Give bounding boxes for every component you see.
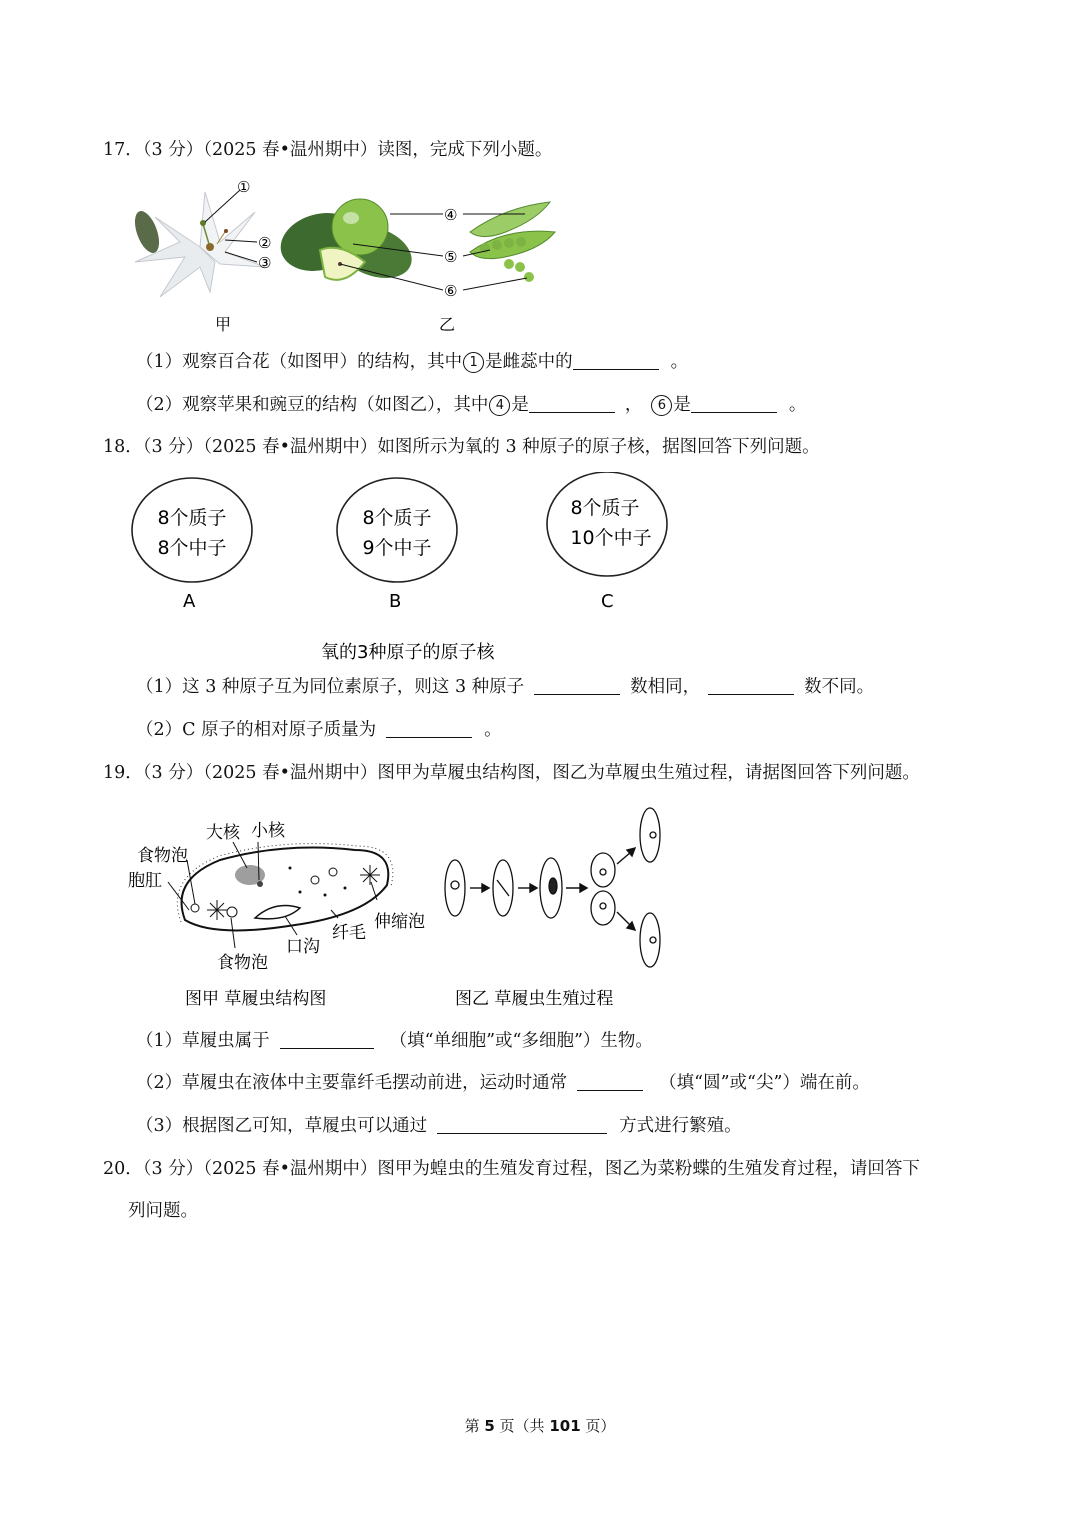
q18-stem: 18．（3 分）（2025 春•温州期中）如图所示为氧的 3 种原子的原子核，据图回答下列问题。 <box>103 437 820 457</box>
circled-number-1: 1 <box>463 352 484 373</box>
lily-label-3: ③ <box>258 254 272 272</box>
label-kougou: 口沟 <box>286 937 320 957</box>
page-number: 5 <box>484 1417 495 1435</box>
q19-figure <box>125 800 685 1015</box>
answer-blank[interactable] <box>691 394 777 413</box>
caption-yi: 乙 <box>439 315 456 334</box>
nucleus-a-protons: 8个质子 <box>157 507 227 529</box>
answer-blank[interactable] <box>577 1072 643 1091</box>
q18-figure <box>125 472 685 672</box>
q18-figure-caption: 氧的3种原子的原子核 <box>321 642 495 663</box>
nucleus-c-label: C <box>601 591 614 612</box>
apple-label-5: ⑤ <box>444 248 458 266</box>
circled-number-6: 6 <box>651 395 672 416</box>
label-shensuopao: 伸缩泡 <box>374 912 425 932</box>
q19-sub2: （2）草履虫在液体中主要靠纤毛摆动前进，运动时通常 （填“圆”或“尖”）端在前。 <box>136 1073 870 1093</box>
circled-number-4: 4 <box>489 395 510 416</box>
q19-sub3: （3）根据图乙可知，草履虫可以通过 方式进行繁殖。 <box>136 1116 742 1136</box>
q19-sub1: （1）草履虫属于 （填“单细胞”或“多细胞”）生物。 <box>136 1031 653 1051</box>
apple-label-4: ④ <box>444 206 458 224</box>
answer-blank[interactable] <box>534 676 620 695</box>
q19-stem: 19．（3 分）（2025 春•温州期中）图甲为草履虫结构图，图乙为草履虫生殖过程，请据图回答下列问题。 <box>103 763 920 783</box>
label-dahe: 大核 <box>206 823 240 843</box>
caption-jia: 甲 <box>215 315 232 334</box>
paramecium-structure-illustration <box>177 844 393 931</box>
answer-blank[interactable] <box>437 1115 607 1134</box>
q20-stem-line2: 列问题。 <box>128 1201 198 1221</box>
answer-blank[interactable] <box>529 394 615 413</box>
q17-stem: 17．（3 分）（2025 春•温州期中）读图，完成下列小题。 <box>103 140 553 160</box>
lily-label-1: ① <box>237 178 251 196</box>
caption-yi-reproduction: 图乙 草履虫生殖过程 <box>455 989 614 1009</box>
nucleus-c-protons: 8个质子 <box>570 497 640 519</box>
nucleus-a-neutrons: 8个中子 <box>157 537 227 559</box>
label-xianmao: 纤毛 <box>332 923 366 943</box>
q17-figure <box>125 172 565 337</box>
nucleus-b-protons: 8个质子 <box>362 507 432 529</box>
apple-illustration <box>274 199 419 288</box>
label-baogang: 胞肛 <box>128 871 162 891</box>
nucleus-c <box>547 472 667 612</box>
lily-label-2: ② <box>258 234 272 252</box>
label-shiwupao-top: 食物泡 <box>137 846 188 866</box>
page-footer: 第 5 页（共 101 页） <box>464 1417 616 1435</box>
q18-sub1: （1）这 3 种原子互为同位素原子，则这 3 种原子 数相同， 数不同。 <box>136 677 875 697</box>
answer-blank[interactable] <box>386 719 472 738</box>
q17-sub2: （2）观察苹果和豌豆的结构（如图乙），其中 4 是 ， 6 是 。 <box>136 395 807 415</box>
lily-flower-illustration <box>130 192 265 297</box>
q17-sub1: （1）观察百合花（如图甲）的结构，其中 1 是雌蕊中的 。 <box>136 352 689 372</box>
label-shiwupao-bottom: 食物泡 <box>217 953 268 973</box>
nucleus-c-neutrons: 10个中子 <box>570 527 652 549</box>
answer-blank[interactable] <box>573 351 659 370</box>
answer-blank[interactable] <box>280 1030 374 1049</box>
q18-sub2: （2）C 原子的相对原子质量为 。 <box>136 720 502 740</box>
page-total: 101 <box>549 1417 581 1435</box>
nucleus-a-label: A <box>183 591 196 612</box>
nucleus-b-neutrons: 9个中子 <box>362 537 432 559</box>
answer-blank[interactable] <box>708 676 794 695</box>
apple-label-6: ⑥ <box>444 282 458 300</box>
nucleus-b-label: B <box>389 591 402 612</box>
caption-jia-structure: 图甲 草履虫结构图 <box>185 989 327 1009</box>
nucleus-a <box>132 478 252 612</box>
q20-stem-line1: 20．（3 分）（2025 春•温州期中）图甲为蝗虫的生殖发育过程，图乙为菜粉蝶的生殖发育过程，请回答下 <box>103 1159 920 1179</box>
nucleus-b <box>337 478 457 612</box>
label-xiaohe: 小核 <box>251 821 285 841</box>
